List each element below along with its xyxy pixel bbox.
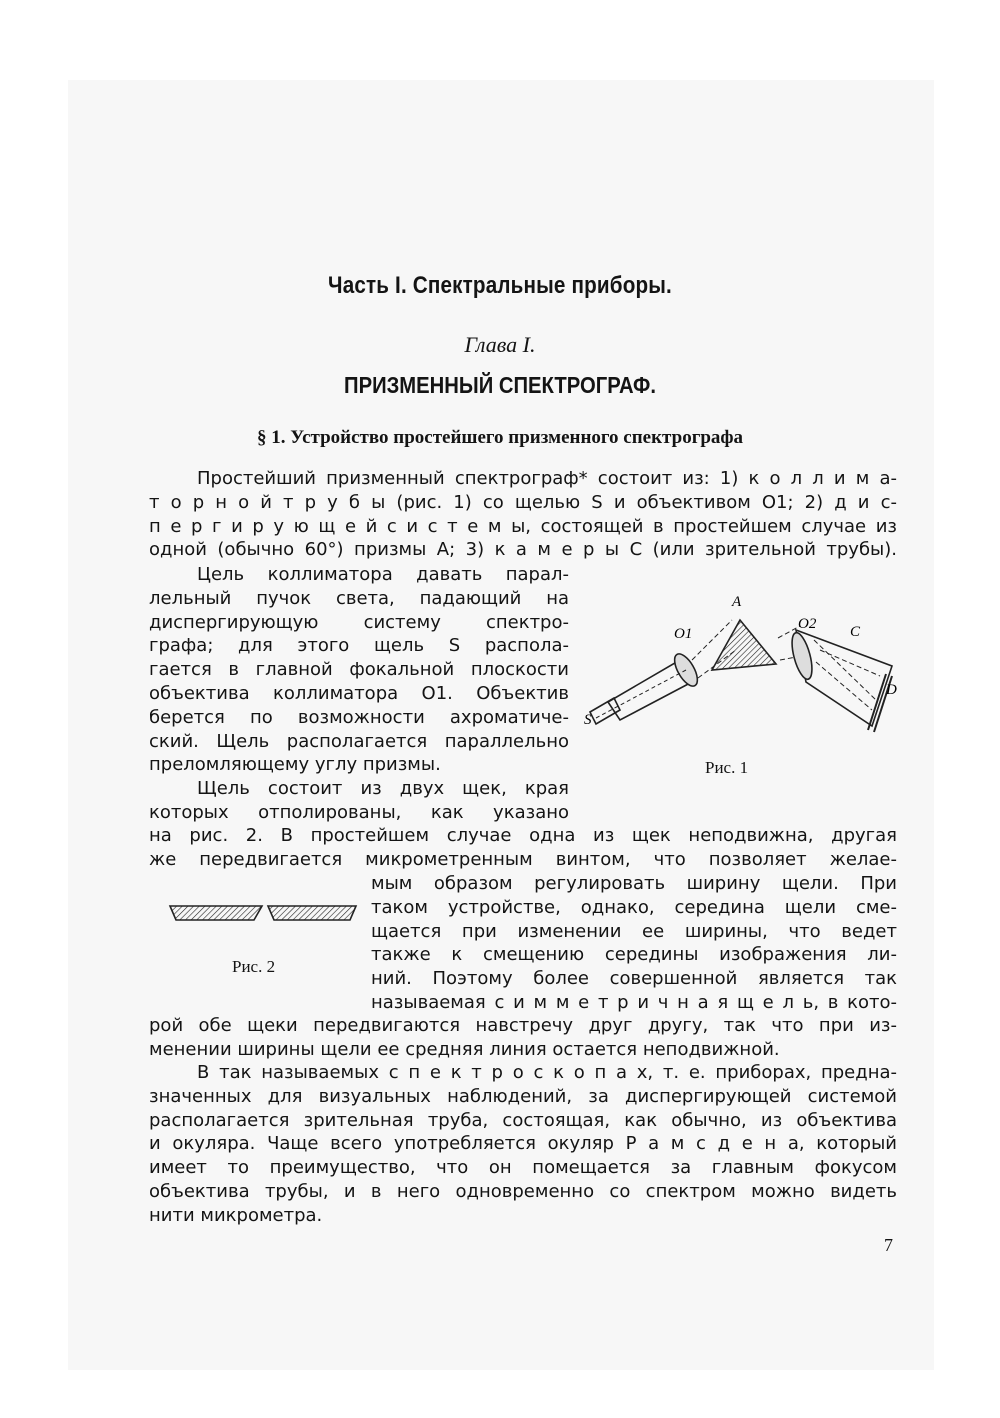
figure-2-caption: Рис. 2 (232, 957, 276, 976)
text-line: мым образом регулировать ширину щели. При (371, 873, 897, 894)
text-line: Щель состоит из двух щек, края (197, 778, 569, 799)
paragraph-4 (149, 1061, 897, 1228)
label-s: S (584, 712, 592, 728)
camera-c (788, 630, 892, 732)
section-title: § 1. Устройство простейшего призменного спектрографа (256, 427, 744, 448)
slit-jaw-left (170, 906, 262, 920)
text-line: нити микрометра. (149, 1204, 323, 1226)
text-line: лельный пучок света, падающий на (149, 587, 569, 609)
text-line: Простейший призменный спектрограф* состоит из: 1) к о л л и м а- (197, 468, 897, 489)
figure-2-slit-diagram (168, 903, 358, 925)
collimator-tube (590, 650, 702, 724)
text-line: таком устройстве, однако, середина щели сме- (371, 896, 897, 918)
text-line: одной (обычно 60°) призмы A; 3) к а м е р ы C (или зрительной трубы). (149, 539, 897, 561)
text-line: Цель коллиматора давать парал- (197, 564, 569, 585)
figure-1-caption: Рис. 1 (705, 758, 749, 777)
label-d: D (886, 682, 897, 698)
text-line: менении ширины щели ее средняя линия остается неподвижной. (149, 1038, 780, 1060)
text-line: графа; для этого щель S распола- (149, 635, 569, 657)
paragraph-3-end (149, 1014, 897, 1062)
text-line: диспергирующую систему спектро- (149, 611, 569, 633)
text-line: преломляющему углу призмы. (149, 754, 441, 776)
text-line: п е р г и р у ю щ е й с и с т е м ы, состоящей в простейшем случае из (149, 515, 897, 537)
label-a: A (732, 594, 742, 610)
paragraph-3-start (149, 777, 569, 825)
page-number: 7 (884, 1235, 893, 1255)
text-line: гается в главной фокальной плоскости (149, 659, 569, 681)
paragraph-1 (149, 467, 897, 562)
text-line: объектива коллиматора O1. Объектив (149, 682, 569, 704)
text-line: щается при изменении ее ширины, что ведет (371, 920, 897, 942)
label-o1: O1 (674, 626, 693, 642)
text-line: В так называемых с п е к т р о с к о п а х, т. е. приборах, предна- (197, 1062, 897, 1083)
text-line: называемая с и м м е т р и ч н а я щ е л ь, в кото- (371, 991, 897, 1013)
text-line: ский. Щель располагается параллельно (149, 730, 569, 752)
prism-a (712, 620, 776, 670)
text-line: и окуляра. Чаще всего употребляется окуляр Р а м с д е н а, который (149, 1133, 897, 1155)
figure-1-spectrograph-diagram (580, 590, 910, 750)
text-line: рой обе щеки передвигаются навстречу друг другу, так что при из- (149, 1015, 897, 1036)
text-line: которых отполированы, как указано (149, 801, 569, 823)
paragraph-3-right (371, 872, 897, 1015)
text-line: также к смещению середины изображения ли- (371, 944, 897, 966)
label-c: C (850, 624, 861, 640)
text-line: объектива трубы, и в него одновременно со спектром можно видеть (149, 1180, 897, 1202)
chapter-label: Глава I. (464, 332, 536, 357)
label-o2: O2 (798, 616, 817, 632)
text-line: т о р н о й т р у б ы (рис. 1) со щелью S и объективом O1; 2) д и с- (149, 491, 897, 513)
text-line: на рис. 2. В простейшем случае одна из щек неподвижна, другая (149, 825, 897, 846)
text-line: ний. Поэтому более совершенной является так (371, 968, 897, 990)
text-line: берется по возможности ахроматиче- (149, 706, 569, 728)
chapter-title: ПРИЗМЕННЫЙ СПЕКТРОГРАФ. (344, 372, 656, 398)
text-line: имеет то преимущество, что он помещается за главным фокусом (149, 1157, 897, 1179)
slit-jaw-right (268, 906, 356, 920)
part-title: Часть I. Спектральные приборы. (328, 272, 672, 299)
paragraph-2 (149, 563, 569, 777)
text-line: значенных для визуальных наблюдений, за диспергирующей системой (149, 1085, 897, 1107)
text-line: располагается зрительная труба, состоящая, как обычно, из объектива (149, 1109, 897, 1131)
text-line: же передвигается микрометренным винтом, что позволяет желае- (149, 848, 897, 870)
paragraph-3-full (149, 824, 897, 872)
